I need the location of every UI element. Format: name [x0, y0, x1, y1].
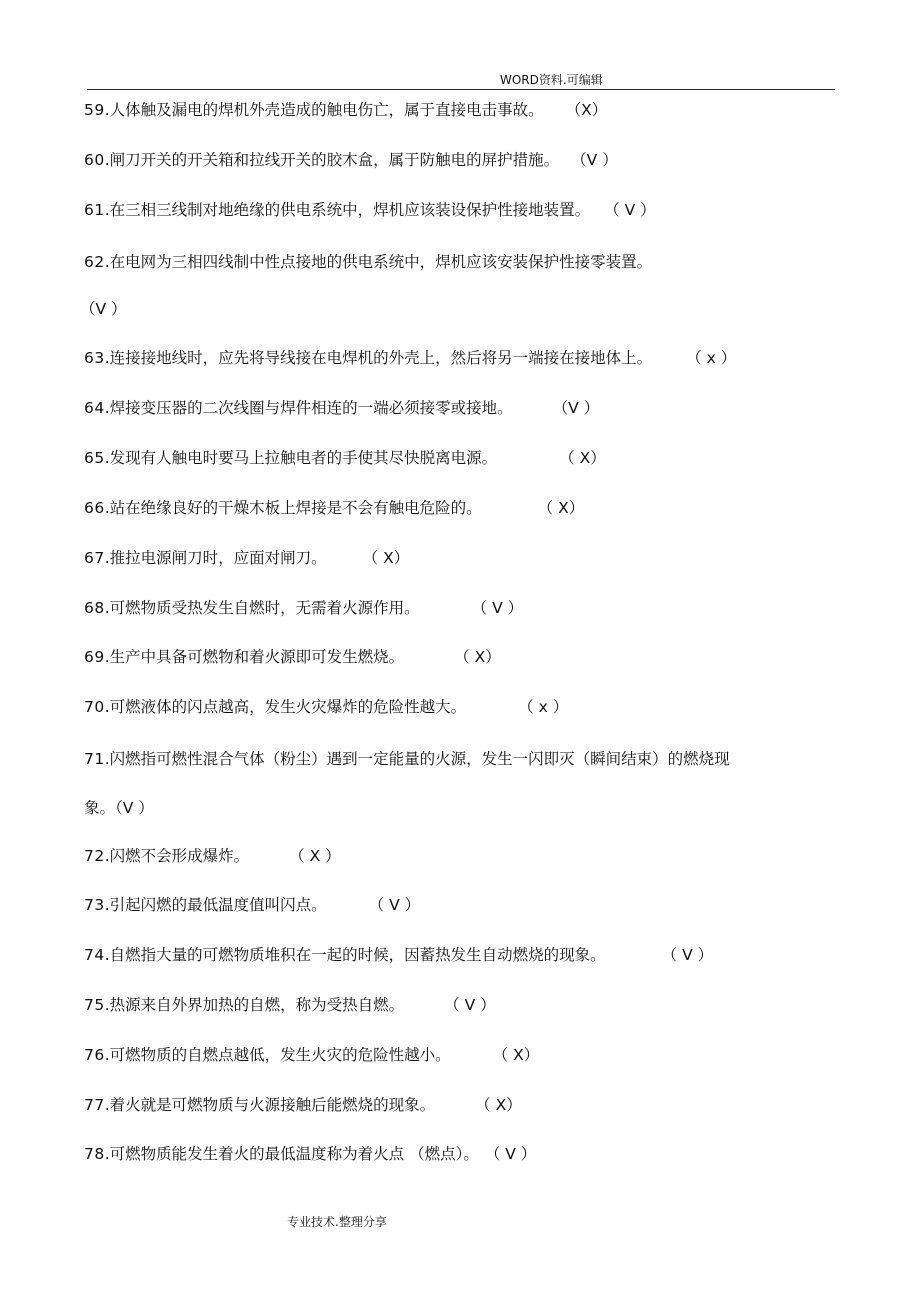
question-number: 75 — [84, 996, 105, 1014]
question-number: 66 — [84, 499, 105, 517]
question-65 — [84, 448, 606, 468]
question-77 — [84, 1095, 522, 1115]
question-text: .可燃物质受热发生自燃时，无需着火源作用。 — [104, 599, 420, 617]
question-answer: （ V ） — [444, 996, 496, 1014]
page-header: WORD资料.可编辑 — [500, 73, 603, 87]
question-answer: （ X） — [454, 648, 501, 666]
question-71-continuation: 象。（V ） — [84, 799, 154, 817]
question-answer: （ X） — [559, 449, 606, 467]
question-answer: （ V ） — [368, 896, 421, 914]
question-text: .闪燃指可燃性混合气体（粉尘）遇到一定能量的火源，发生一闪即灭（瞬间结束）的燃烧现 — [104, 750, 730, 768]
question-text: .焊接变压器的二次线圈与焊件相连的一端必须接零或接地。 — [104, 399, 513, 417]
question-text: .闸刀开关的开关箱和拉线开关的胶木盒，属于防触电的屏护措施。 — [104, 151, 560, 169]
question-answer: （ X） — [492, 1046, 540, 1064]
question-72 — [84, 846, 341, 866]
question-70 — [84, 697, 568, 717]
question-63 — [84, 348, 736, 368]
question-number: 71 — [84, 750, 105, 768]
question-text: .在三相三线制对地绝缘的供电系统中，焊机应该装设保护性接地装置。 — [104, 201, 591, 219]
question-number: 78 — [84, 1145, 105, 1163]
question-69 — [84, 647, 501, 667]
question-60 — [84, 150, 618, 170]
question-75 — [84, 995, 496, 1015]
question-text: .自燃指大量的可燃物质堆积在一起的时候，因蓄热发生自动燃烧的现象。 — [104, 946, 606, 964]
question-62-answer: （V ） — [80, 300, 127, 318]
question-62 — [84, 252, 652, 272]
page-footer: 专业技术.整理分享 — [287, 1215, 387, 1229]
question-text: .在电网为三相四线制中性点接地的供电系统中，焊机应该安装保护性接零装置。 — [104, 253, 653, 271]
question-answer: （ x ） — [518, 698, 569, 716]
question-answer: （ V ） — [484, 1145, 537, 1163]
question-number: 74 — [84, 946, 105, 964]
question-number: 63 — [84, 349, 105, 367]
question-text: .可燃液体的闪点越高，发生火灾爆炸的危险性越大。 — [104, 698, 467, 716]
question-text: .着火就是可燃物质与火源接触后能燃烧的现象。 — [104, 1096, 436, 1114]
question-66 — [84, 498, 584, 518]
question-61 — [84, 200, 656, 220]
question-number: 70 — [84, 698, 105, 716]
question-text: .生产中具备可燃物和着火源即可发生燃烧。 — [104, 648, 405, 666]
question-answer: （X） — [565, 101, 608, 119]
question-text: .闪燃不会形成爆炸。 — [104, 847, 250, 865]
question-number: 67 — [84, 549, 105, 567]
question-text: .可燃物质的自燃点越低，发生火灾的危险性越小。 — [104, 1046, 451, 1064]
question-answer: （ X） — [537, 499, 585, 517]
question-64 — [84, 398, 599, 418]
question-text: .发现有人触电时要马上拉触电者的手使其尽快脱离电源。 — [104, 449, 498, 467]
question-answer: （ X） — [362, 549, 410, 567]
question-text: .连接接地线时，应先将导线接在电焊机的外壳上，然后将另一端接在接地体上。 — [104, 349, 653, 367]
question-answer: （ x ） — [686, 349, 737, 367]
question-number: 69 — [84, 648, 105, 666]
question-number: 76 — [84, 1046, 105, 1064]
question-answer: （ X ） — [289, 847, 341, 865]
question-59 — [84, 100, 607, 120]
question-78 — [84, 1144, 536, 1164]
question-73 — [84, 895, 420, 915]
question-answer: （V ） — [571, 151, 618, 169]
question-76 — [84, 1045, 539, 1065]
question-number: 68 — [84, 599, 105, 617]
question-answer: （ V ） — [604, 201, 656, 219]
question-number: 62 — [84, 253, 105, 271]
header-divider — [87, 89, 835, 90]
question-number: 72 — [84, 847, 105, 865]
question-text: .引起闪燃的最低温度值叫闪点。 — [104, 896, 327, 914]
question-number: 77 — [84, 1096, 105, 1114]
question-68 — [84, 598, 523, 618]
question-number: 61 — [84, 201, 105, 219]
question-number: 73 — [84, 896, 105, 914]
question-number: 64 — [84, 399, 105, 417]
question-74 — [84, 945, 713, 965]
question-text: .人体触及漏电的焊机外壳造成的触电伤亡，属于直接电击事故。 — [104, 101, 544, 119]
question-71 — [84, 749, 730, 769]
question-text: .可燃物质能发生着火的最低温度称为着火点 （燃点）。 — [104, 1145, 479, 1163]
question-67 — [84, 548, 409, 568]
question-text: .站在绝缘良好的干燥木板上焊接是不会有触电危险的。 — [104, 499, 482, 517]
question-number: 59 — [84, 101, 105, 119]
question-answer: （V ） — [552, 399, 600, 417]
question-text: .热源来自外界加热的自燃，称为受热自燃。 — [104, 996, 405, 1014]
question-answer: （ V ） — [661, 946, 714, 964]
question-answer: （ X） — [475, 1096, 522, 1114]
question-text: .推拉电源闸刀时，应面对闸刀。 — [104, 549, 327, 567]
question-answer: （ V ） — [471, 599, 524, 617]
question-number: 65 — [84, 449, 105, 467]
question-number: 60 — [84, 151, 105, 169]
